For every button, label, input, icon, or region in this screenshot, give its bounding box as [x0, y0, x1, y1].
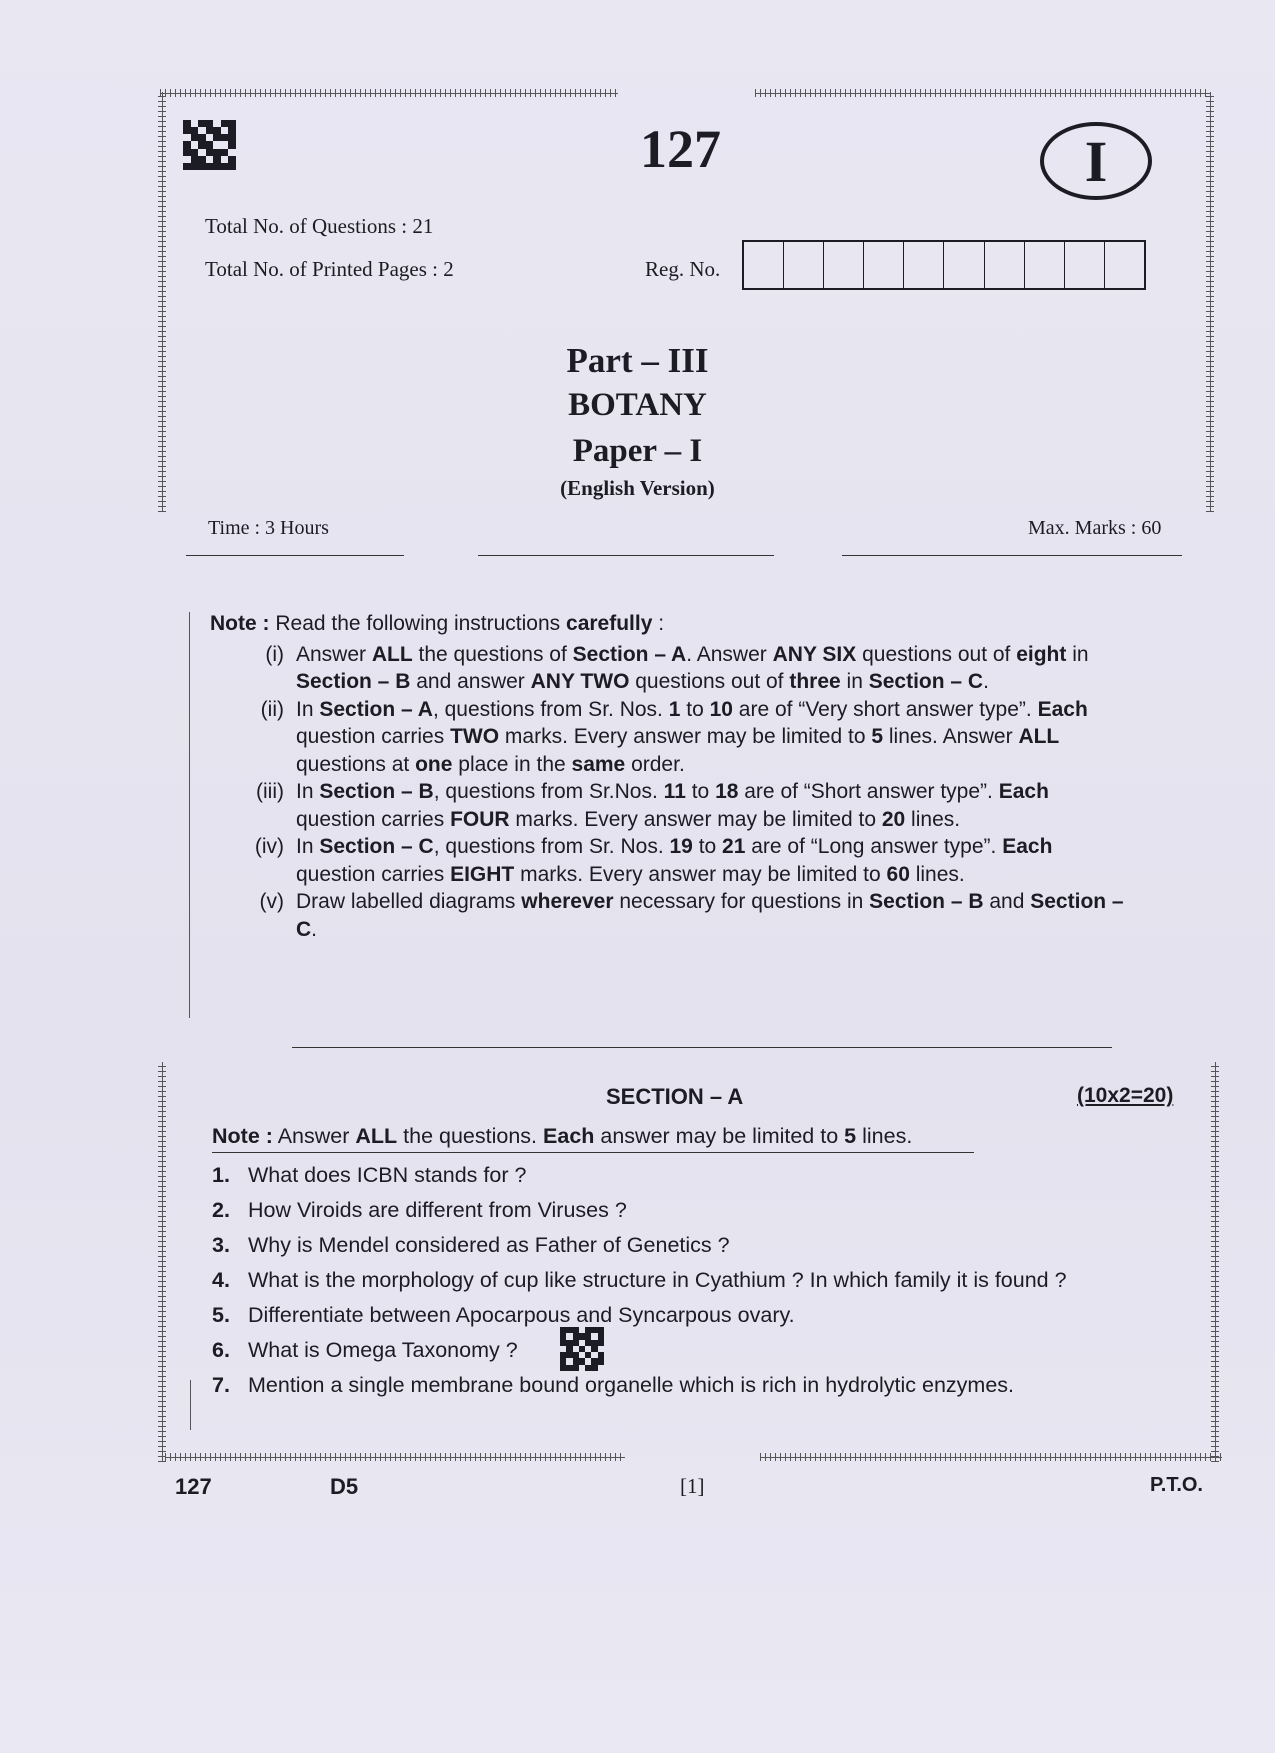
- footer-page: [1]: [680, 1474, 705, 1498]
- instruction-fragment: one: [415, 752, 453, 776]
- question-list: [212, 1163, 1067, 1408]
- code-cell: [213, 149, 221, 156]
- instruction-fragment: wherever: [521, 890, 614, 913]
- code-cell: [206, 127, 214, 134]
- datamatrix-code: [183, 120, 236, 170]
- code-cell: [206, 120, 214, 127]
- section-a-note-fragment: the questions.: [397, 1124, 544, 1148]
- paper-title: Paper – I: [572, 433, 703, 469]
- instruction-fragment: ANY TWO: [530, 670, 630, 693]
- instruction-fragment: 1: [668, 697, 681, 721]
- instructions-end-rule: [292, 1047, 1112, 1048]
- instruction-fragment: to: [692, 835, 723, 858]
- instruction-fragment: eight: [1016, 642, 1067, 666]
- instruction-fragment: 18: [715, 780, 739, 803]
- code-cell: [213, 141, 221, 148]
- section-a-note-label: Note :: [212, 1124, 273, 1148]
- instruction-list: [210, 641, 1130, 944]
- code-cell: [183, 127, 191, 134]
- instruction-fragment: the questions of: [412, 642, 573, 666]
- qr-code-inline: [560, 1327, 604, 1371]
- instruction-fragment: In: [296, 835, 320, 858]
- code-cell: [206, 134, 214, 141]
- reg-no-box[interactable]: [985, 242, 1025, 288]
- instruction-text: [292, 888, 1130, 943]
- instruction-fragment: ALL: [371, 642, 413, 666]
- code-cell: [206, 141, 214, 148]
- instruction-fragment: necessary for questions in: [613, 890, 870, 913]
- code-cell: [198, 141, 206, 148]
- code-cell: [221, 149, 229, 156]
- reg-no-box[interactable]: [864, 242, 904, 288]
- instruction-fragment: lines.: [909, 862, 965, 886]
- question-text: What does ICBN stands for ?: [248, 1163, 527, 1187]
- instruction-fragment: . Answer: [686, 642, 773, 666]
- instructions-intro: [210, 610, 1130, 638]
- intro-text-a: Read the following instructions: [275, 612, 567, 635]
- code-cell: [206, 156, 214, 163]
- code-cell: [213, 156, 221, 163]
- footer-pto: P.T.O.: [1150, 1474, 1203, 1496]
- instruction-fragment: Draw labelled diagrams: [296, 890, 522, 913]
- code-cell: [198, 163, 206, 170]
- instruction-number: (i): [265, 642, 284, 666]
- instruction-fragment: question carries: [296, 725, 451, 748]
- instruction-fragment: , questions from Sr. Nos.: [432, 697, 669, 721]
- question-text: Why is Mendel considered as Father of Genetics ?: [248, 1233, 730, 1257]
- instruction-fragment: Section – A: [319, 697, 433, 721]
- instruction-fragment: marks. Every answer may be limited to: [499, 725, 872, 748]
- time-label: Time : 3 Hours: [208, 517, 329, 539]
- total-pages: Total No. of Printed Pages : 2: [205, 257, 454, 281]
- instruction-number: (v): [259, 890, 284, 913]
- instruction-fragment: lines.: [905, 807, 961, 831]
- question-number: 7.: [212, 1373, 230, 1397]
- instruction-number: (iii): [256, 780, 284, 803]
- section-a-note-rule: [212, 1152, 974, 1153]
- code-cell: [228, 156, 236, 163]
- instruction-fragment: Each: [1002, 835, 1053, 858]
- instruction-fragment: in: [840, 670, 869, 693]
- question-item: [212, 1163, 1067, 1198]
- reg-no-box[interactable]: [944, 242, 984, 288]
- code-cell: [213, 163, 221, 170]
- section-a-note-fragment: answer may be limited to: [594, 1124, 845, 1148]
- code-cell: [206, 163, 214, 170]
- question-number: 3.: [212, 1233, 230, 1257]
- instruction-fragment: In: [296, 780, 320, 803]
- question-number: 2.: [212, 1198, 230, 1222]
- series-badge: I: [1040, 122, 1152, 200]
- instruction-fragment: order.: [625, 752, 685, 776]
- version-title: (English Version): [560, 476, 715, 500]
- question-text: Mention a single membrane bound organelle which is rich in hydrolytic enzymes.: [248, 1373, 1015, 1397]
- instructions-bar: [189, 612, 190, 1018]
- instruction-fragment: Section – B: [869, 890, 984, 913]
- bottom-border-right: [760, 1453, 1222, 1461]
- code-cell: [228, 141, 236, 148]
- instruction-item: [210, 888, 1130, 943]
- top-border-right: [755, 89, 1210, 97]
- question-number: 1.: [212, 1163, 230, 1187]
- reg-no-boxes[interactable]: [742, 240, 1146, 290]
- code-cell: [191, 156, 199, 163]
- instruction-fragment: 60: [886, 862, 910, 886]
- code-cell: [221, 127, 229, 134]
- instruction-fragment: Section – B: [296, 670, 411, 693]
- section-a-note-fragment: Answer: [277, 1124, 356, 1148]
- instruction-fragment: are of “Long answer type”.: [745, 835, 1003, 858]
- code-cell: [198, 134, 206, 141]
- code-cell: [198, 149, 206, 156]
- instruction-fragment: ANY SIX: [772, 642, 857, 666]
- reg-no-box[interactable]: [1065, 242, 1105, 288]
- instruction-fragment: 10: [709, 697, 733, 721]
- instruction-fragment: 11: [663, 780, 686, 803]
- instruction-fragment: 5: [871, 725, 884, 748]
- code-cell: [221, 120, 229, 127]
- top-border-left: [160, 89, 618, 97]
- instructions: [210, 610, 1130, 943]
- code-cell: [198, 120, 206, 127]
- instruction-fragment: Section – B: [319, 780, 434, 803]
- instruction-fragment: .: [983, 670, 989, 693]
- code-cell: [228, 120, 236, 127]
- instruction-fragment: FOUR: [450, 807, 510, 831]
- question-item: [212, 1338, 1067, 1373]
- instruction-fragment: are of “Very short answer type”.: [732, 697, 1038, 721]
- code-cell: [191, 141, 199, 148]
- code-cell: [228, 163, 236, 170]
- instruction-fragment: Answer: [296, 642, 372, 666]
- header-rule-middle: [478, 555, 774, 556]
- code-cell: [183, 141, 191, 148]
- instruction-fragment: ALL: [1018, 725, 1060, 748]
- max-marks: Max. Marks : 60: [1028, 517, 1162, 539]
- code-cell: [213, 120, 221, 127]
- instruction-fragment: Each: [1037, 697, 1088, 721]
- reg-no-box[interactable]: [784, 242, 824, 288]
- instruction-fragment: , questions from Sr.Nos.: [433, 780, 664, 803]
- subject-title: BOTANY: [568, 387, 707, 423]
- part-title: Part – III: [566, 341, 709, 380]
- footer-code: 127: [175, 1474, 212, 1499]
- intro-text-b: carefully: [566, 612, 653, 635]
- question-number: 6.: [212, 1338, 230, 1362]
- reg-no-box[interactable]: [1105, 242, 1144, 288]
- instruction-fragment: place in the: [452, 752, 572, 776]
- code-cell: [213, 127, 221, 134]
- code-cell: [198, 127, 206, 134]
- question-item: [212, 1303, 1067, 1338]
- right-border-bottom: [1211, 1062, 1219, 1462]
- reg-no-box[interactable]: [824, 242, 864, 288]
- instruction-fragment: and answer: [410, 670, 531, 693]
- question-text: How Viroids are different from Viruses ?: [248, 1198, 627, 1222]
- instruction-fragment: and: [983, 890, 1031, 913]
- instruction-fragment: .: [311, 917, 318, 941]
- instruction-text: [292, 833, 1130, 888]
- code-cell: [228, 127, 236, 134]
- instruction-number: (ii): [260, 697, 284, 721]
- instruction-fragment: are of “Short answer type”.: [738, 780, 999, 803]
- instruction-fragment: EIGHT: [450, 862, 515, 886]
- instruction-fragment: Section – C: [319, 835, 434, 858]
- note-label: Note :: [210, 612, 270, 635]
- footer-set: D5: [330, 1474, 359, 1499]
- instruction-fragment: In: [296, 697, 320, 721]
- reg-no-box[interactable]: [904, 242, 944, 288]
- bottom-border-left: [165, 1453, 625, 1461]
- instruction-fragment: Section – C: [868, 670, 984, 693]
- instruction-fragment: marks. Every answer may be limited to: [509, 807, 882, 831]
- section-a-note: [212, 1124, 912, 1149]
- intro-text-c: :: [652, 612, 665, 635]
- reg-no-box[interactable]: [744, 242, 784, 288]
- instruction-item: [210, 778, 1130, 833]
- instruction-fragment: marks. Every answer may be limited to: [514, 862, 887, 886]
- instruction-fragment: to: [685, 780, 716, 803]
- code-cell: [183, 149, 191, 156]
- code-cell: [213, 134, 221, 141]
- code-cell: [228, 149, 236, 156]
- instruction-fragment: in: [1066, 642, 1089, 666]
- question-item: [212, 1198, 1067, 1233]
- code-cell: [221, 134, 229, 141]
- instruction-fragment: 19: [669, 835, 693, 858]
- instruction-fragment: questions at: [296, 752, 416, 776]
- code-cell: [221, 163, 229, 170]
- code-cell: [183, 134, 191, 141]
- instruction-fragment: 21: [722, 835, 746, 858]
- code-cell: [183, 156, 191, 163]
- instruction-fragment: Each: [998, 780, 1049, 803]
- instruction-fragment: question carries: [296, 807, 451, 831]
- code-cell: [206, 149, 214, 156]
- code-cell: [198, 156, 206, 163]
- instruction-fragment: three: [789, 670, 841, 693]
- code-cell: [191, 149, 199, 156]
- question-number: 5.: [212, 1303, 230, 1327]
- question-number: 4.: [212, 1268, 230, 1292]
- reg-no-box[interactable]: [1025, 242, 1065, 288]
- section-a-note-fragment: lines.: [856, 1124, 913, 1148]
- section-a-note-fragment: ALL: [355, 1124, 398, 1148]
- section-a-note-fragment: 5: [844, 1124, 857, 1148]
- instruction-text: [292, 641, 1130, 696]
- instruction-fragment: Section – A: [572, 642, 687, 666]
- question-item: [212, 1373, 1067, 1408]
- instruction-text: [292, 696, 1130, 779]
- instruction-fragment: questions out of: [856, 642, 1017, 666]
- question-item: [212, 1268, 1067, 1303]
- instruction-item: [210, 833, 1130, 888]
- code-cell: [191, 127, 199, 134]
- code-cell: [221, 156, 229, 163]
- code-cell: [221, 141, 229, 148]
- code-cell: [191, 120, 199, 127]
- code-cell: [598, 1365, 604, 1371]
- header-rule-right: [842, 555, 1182, 556]
- code-cell: [191, 134, 199, 141]
- instruction-fragment: question carries: [296, 862, 451, 886]
- paper-code: 127: [640, 119, 721, 179]
- instruction-fragment: questions out of: [629, 670, 790, 693]
- reg-no-label: Reg. No.: [645, 257, 721, 281]
- section-a-marks: (10x2=20): [1077, 1084, 1174, 1107]
- question-text: What is Omega Taxonomy ?: [248, 1338, 518, 1362]
- section-a-heading: SECTION – A: [606, 1084, 744, 1109]
- instruction-fragment: TWO: [450, 725, 500, 748]
- question-text: Differentiate between Apocarpous and Syncarpous ovary.: [248, 1303, 795, 1327]
- code-cell: [191, 163, 199, 170]
- instruction-number: (iv): [254, 835, 284, 858]
- section-a-note-fragment: Each: [543, 1124, 595, 1148]
- question-item: [212, 1233, 1067, 1268]
- instruction-item: [210, 696, 1130, 779]
- instruction-fragment: lines. Answer: [883, 725, 1019, 748]
- bottom-left-bar: [190, 1380, 191, 1430]
- instruction-fragment: to: [680, 697, 710, 721]
- instruction-fragment: Section – C: [296, 890, 1124, 941]
- question-text: What is the morphology of cup like structure in Cyathium ? In which family it is found ?: [248, 1268, 1067, 1292]
- left-border-bottom: [158, 1062, 166, 1462]
- instruction-fragment: , questions from Sr. Nos.: [433, 835, 670, 858]
- code-cell: [183, 163, 191, 170]
- section-a-note-text: [278, 1124, 913, 1148]
- code-cell: [183, 120, 191, 127]
- instruction-item: [210, 641, 1130, 696]
- code-cell: [228, 134, 236, 141]
- header-rule-left: [186, 555, 404, 556]
- instruction-fragment: same: [571, 752, 626, 776]
- instruction-fragment: 20: [881, 807, 906, 831]
- total-questions: Total No. of Questions : 21: [205, 214, 434, 238]
- instruction-text: [292, 778, 1130, 833]
